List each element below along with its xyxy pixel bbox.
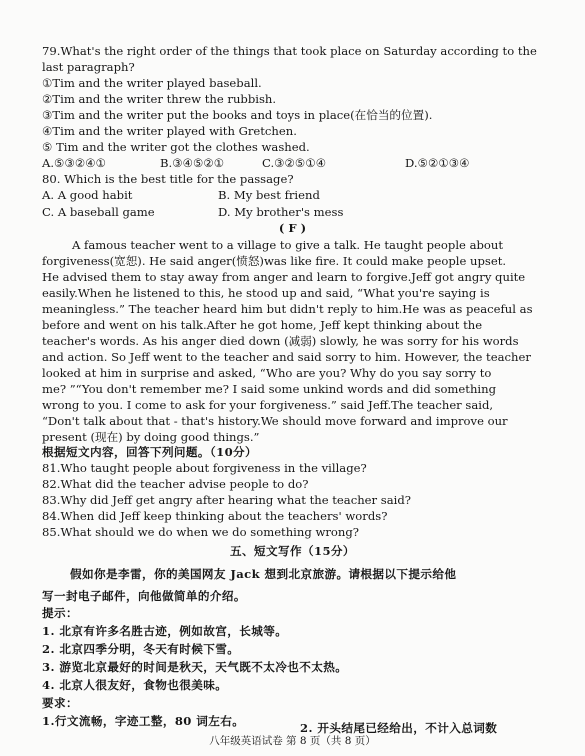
question-83: 83.Why did Jeff get angry after hearing what the teacher said? (42, 493, 411, 507)
question-81: 81.Who taught people about forgiveness in the village? (42, 461, 367, 475)
hint-4: 4. 北京人很友好，食物也很美味。 (42, 678, 228, 692)
q79-item-4: ④Tim and the writer played with Gretchen. (42, 124, 297, 138)
passage-line-8: and action. So Jeff went to the teacher and said sorry to him. However, the teacher (42, 350, 531, 364)
requirement-1: 1.行文流畅，字迹工整，80 词左右。 (42, 714, 245, 728)
writing-section-title: 五、短文写作（15分） (230, 544, 355, 558)
q79-option-a: A.⑤③②④① (42, 156, 107, 170)
passage-line-12: “Don't talk about that - that's history.We should move forward and improve our (42, 414, 508, 428)
passage-line-4: easily.When he listened to this, he stood up and said, “What you're saying is (42, 286, 490, 300)
question-82: 82.What did the teacher advise people to do? (42, 477, 309, 491)
passage-line-13: present (现在) by doing good things.” (42, 430, 260, 444)
section-f-title: ( F ) (278, 221, 307, 235)
passage-line-6: before and went on his talk.After he got home, Jeff kept thinking about the (42, 318, 483, 332)
passage-line-7: teacher's words. As his anger died down (减弱) slowly, he was sorry for his words (42, 334, 519, 348)
q79-stem-line1: 79.What's the right order of the things that took place on Saturday according to the (42, 44, 537, 58)
section-f-instruction: 根据短文内容，回答下列问题。（10分） (42, 445, 258, 459)
passage-line-5: meaningless.” The teacher heard him but didn't reply to him.He was as peaceful as (42, 302, 533, 316)
page-footer: 八年级英语试卷 第 8 页（共 8 页） (209, 735, 376, 747)
q79-item-5: ⑤ Tim and the writer got the clothes washed. (42, 140, 310, 154)
passage-line-11: wrong to you. I come to ask for your forgiveness.” said Jeff.The teacher said, (42, 398, 494, 412)
q80-option-b: B. My best friend (218, 188, 320, 202)
passage-line-10: me? ”“You don't remember me? I said some unkind words and did something (42, 382, 497, 396)
question-84: 84.When did Jeff keep thinking about the teachers' words? (42, 509, 388, 523)
question-85: 85.What should we do when we do something wrong? (42, 525, 360, 539)
q79-item-1: ①Tim and the writer played baseball. (42, 76, 262, 90)
q79-option-b: B.③④⑤②① (160, 156, 225, 170)
passage-line-9: looked at him in surprise and asked, “Who are you? Why do you say sorry to (42, 366, 492, 380)
hint-2: 2. 北京四季分明，冬天有时候下雪。 (42, 642, 240, 656)
requirements-label: 要求： (42, 696, 78, 710)
q80-option-d: D. My brother's mess (218, 205, 344, 219)
q80-stem: 80. Which is the best title for the passage? (42, 172, 294, 186)
q80-option-a: A. A good habit (42, 188, 133, 202)
requirement-2: 2. 开头结尾已经给出，不计入总词数 (300, 721, 498, 735)
writing-prompt-line1: 假如你是李雷，你的美国网友 Jack 想到北京旅游。请根据以下提示给他 (70, 567, 457, 581)
q80-option-c: C. A baseball game (42, 205, 155, 219)
q79-item-3: ③Tim and the writer put the books and toys in place(在恰当的位置). (42, 108, 433, 122)
q79-stem-line2: last paragraph? (42, 60, 135, 74)
hints-label: 提示： (42, 606, 78, 620)
q79-option-c: C.③②⑤①④ (262, 156, 327, 170)
passage-line-1: A famous teacher went to a village to give a talk. He taught people about (72, 238, 504, 252)
hint-1: 1. 北京有许多名胜古迹，例如故宫，长城等。 (42, 624, 288, 638)
passage-line-2: forgiveness(宽恕). He said anger(愤怒)was like fire. It could make people upset. (42, 254, 507, 268)
q79-item-2: ②Tim and the writer threw the rubbish. (42, 92, 277, 106)
q79-option-d: D.⑤②①③④ (405, 156, 470, 170)
passage-line-3: He advised them to stay away from anger and learn to forgive.Jeff got angry quite (42, 270, 526, 284)
writing-prompt-line2: 写一封电子邮件，向他做简单的介绍。 (42, 589, 246, 603)
hint-3: 3. 游览北京最好的时间是秋天，天气既不太冷也不太热。 (42, 660, 348, 674)
